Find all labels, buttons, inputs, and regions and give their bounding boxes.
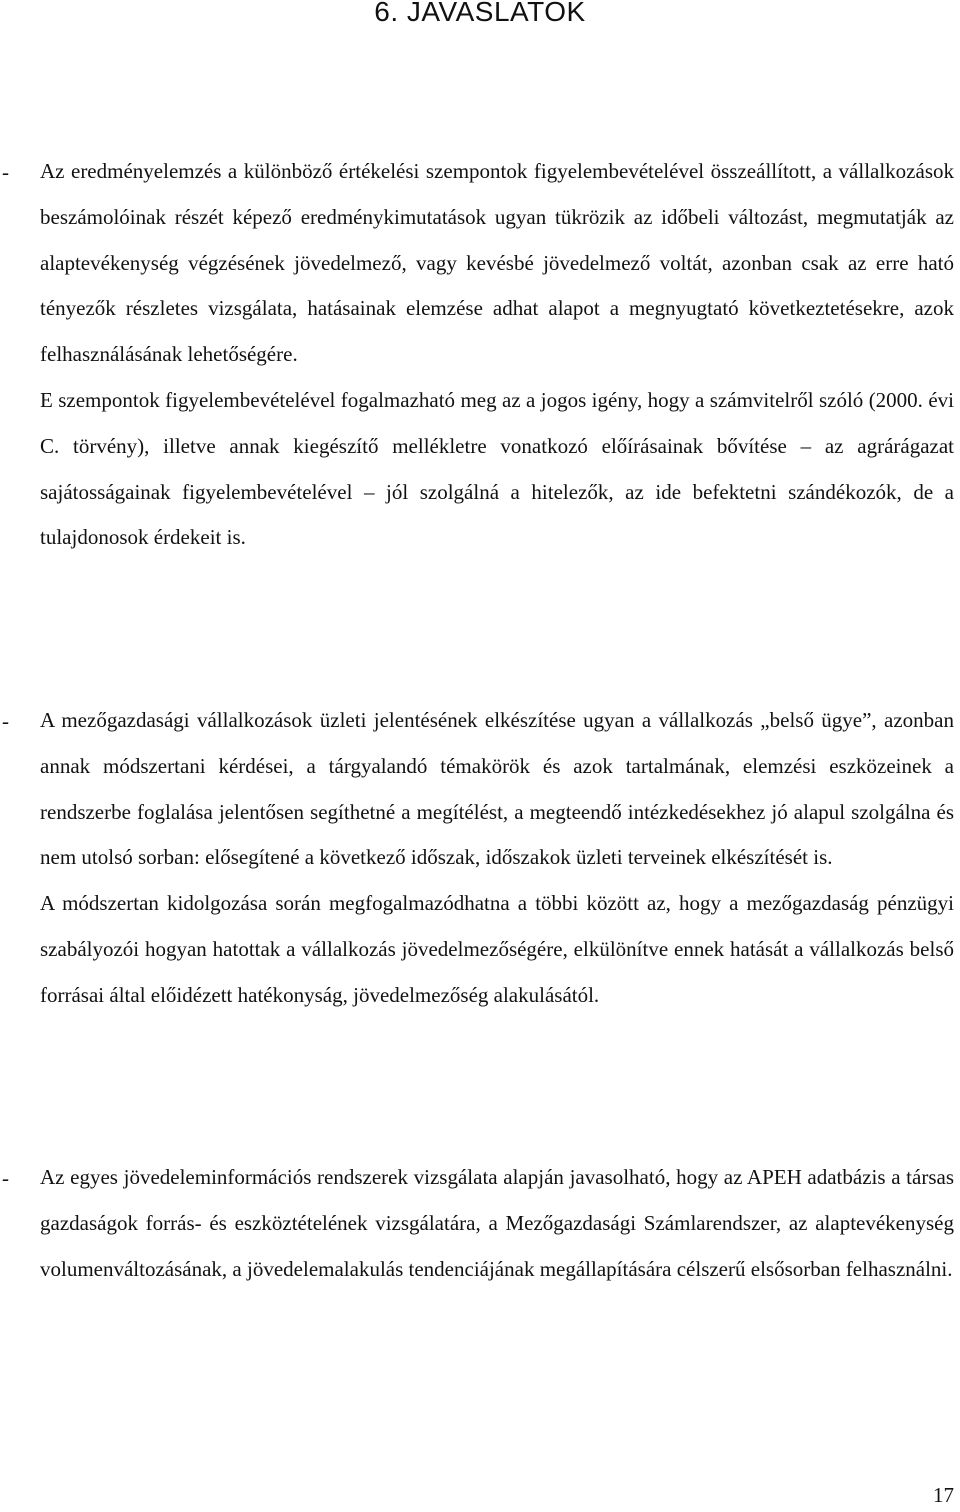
paragraph: A módszertan kidolgozása során megfogalmazódhatna a többi között az, hogy a mezőgazdaság pénzügyi szabályozói hogyan hatottak a vállalkozás jövedelmezőségére, elkülönítve ennek hatását a vállalkozás belső forrásai által előidézett hatékonyság, jövedelmezőség alakulásától. (40, 891, 954, 1007)
bullet-dash: - (2, 709, 9, 733)
paragraph: A mezőgazdasági vállalkozások üzleti jelentésének elkészítése ugyan a vállalkozás „belső ügye”, azonban annak módszertani kérdései, a tárgyalandó témakörök és azok tartalmának, elemzési eszközeinek a rendszerbe foglalása jelentősen segíthetné a megítélést, a megteendő intézkedésekhez jó alapul szolgálna és nem utolsó sorban: elősegítené a következő időszak, időszakok üzleti terveinek elkészítését is. (40, 708, 954, 870)
paragraph: Az egyes jövedeleminformációs rendszerek vizsgálata alapján javasolható, hogy az APEH adatbázis a társas gazdaságok forrás- és eszköztételének vizsgálatára, a Mezőgazdasági Számlarendszer, az alaptevékenység volumenváltozásának, a jövedelemalakulás tendenciájának megállapítására célszerű elsősorban felhasználni. (40, 1165, 954, 1281)
bullet-dash: - (2, 160, 9, 184)
paragraph: E szempontok figyelembevételével fogalmazható meg az a jogos igény, hogy a számvitelről szóló (2000. évi C. törvény), illetve annak kiegészítő mellékletre vonatkozó előírásainak bővítése – az agrárágazat sajátosságainak figyelembevételével – jól szolgálná a hitelezők, az ide befektetni szándékozók, de a tulajdonosok érdekeit is. (40, 387, 954, 550)
list-item-2 (0, 698, 960, 1019)
list-item-3 (0, 1155, 960, 1292)
page-title: 6. JAVASLATOK (374, 0, 586, 27)
paragraph: Az eredményelemzés a különböző értékelési szempontok figyelembevételével összeállított, a vállalkozások beszámolóinak részét képező eredménykimutatások ugyan tükrözik az időbeli változást, megmutatják az alaptevékenység végzésének jövedelmező, vagy kevésbé jövedelmező voltát, azonban csak az erre ható tényezők részletes vizsgálata, hatásainak elemzése adhat alapot a megnyugtató következtetésekre, azok felhasználásának lehetőségére. (40, 159, 954, 367)
list-item-body (40, 698, 954, 1019)
page-number: 17 (933, 1483, 954, 1507)
bullet-dash: - (2, 1166, 9, 1190)
list-item-1 (0, 149, 960, 561)
list-item-body (40, 149, 954, 561)
list-item-body (40, 1155, 954, 1292)
